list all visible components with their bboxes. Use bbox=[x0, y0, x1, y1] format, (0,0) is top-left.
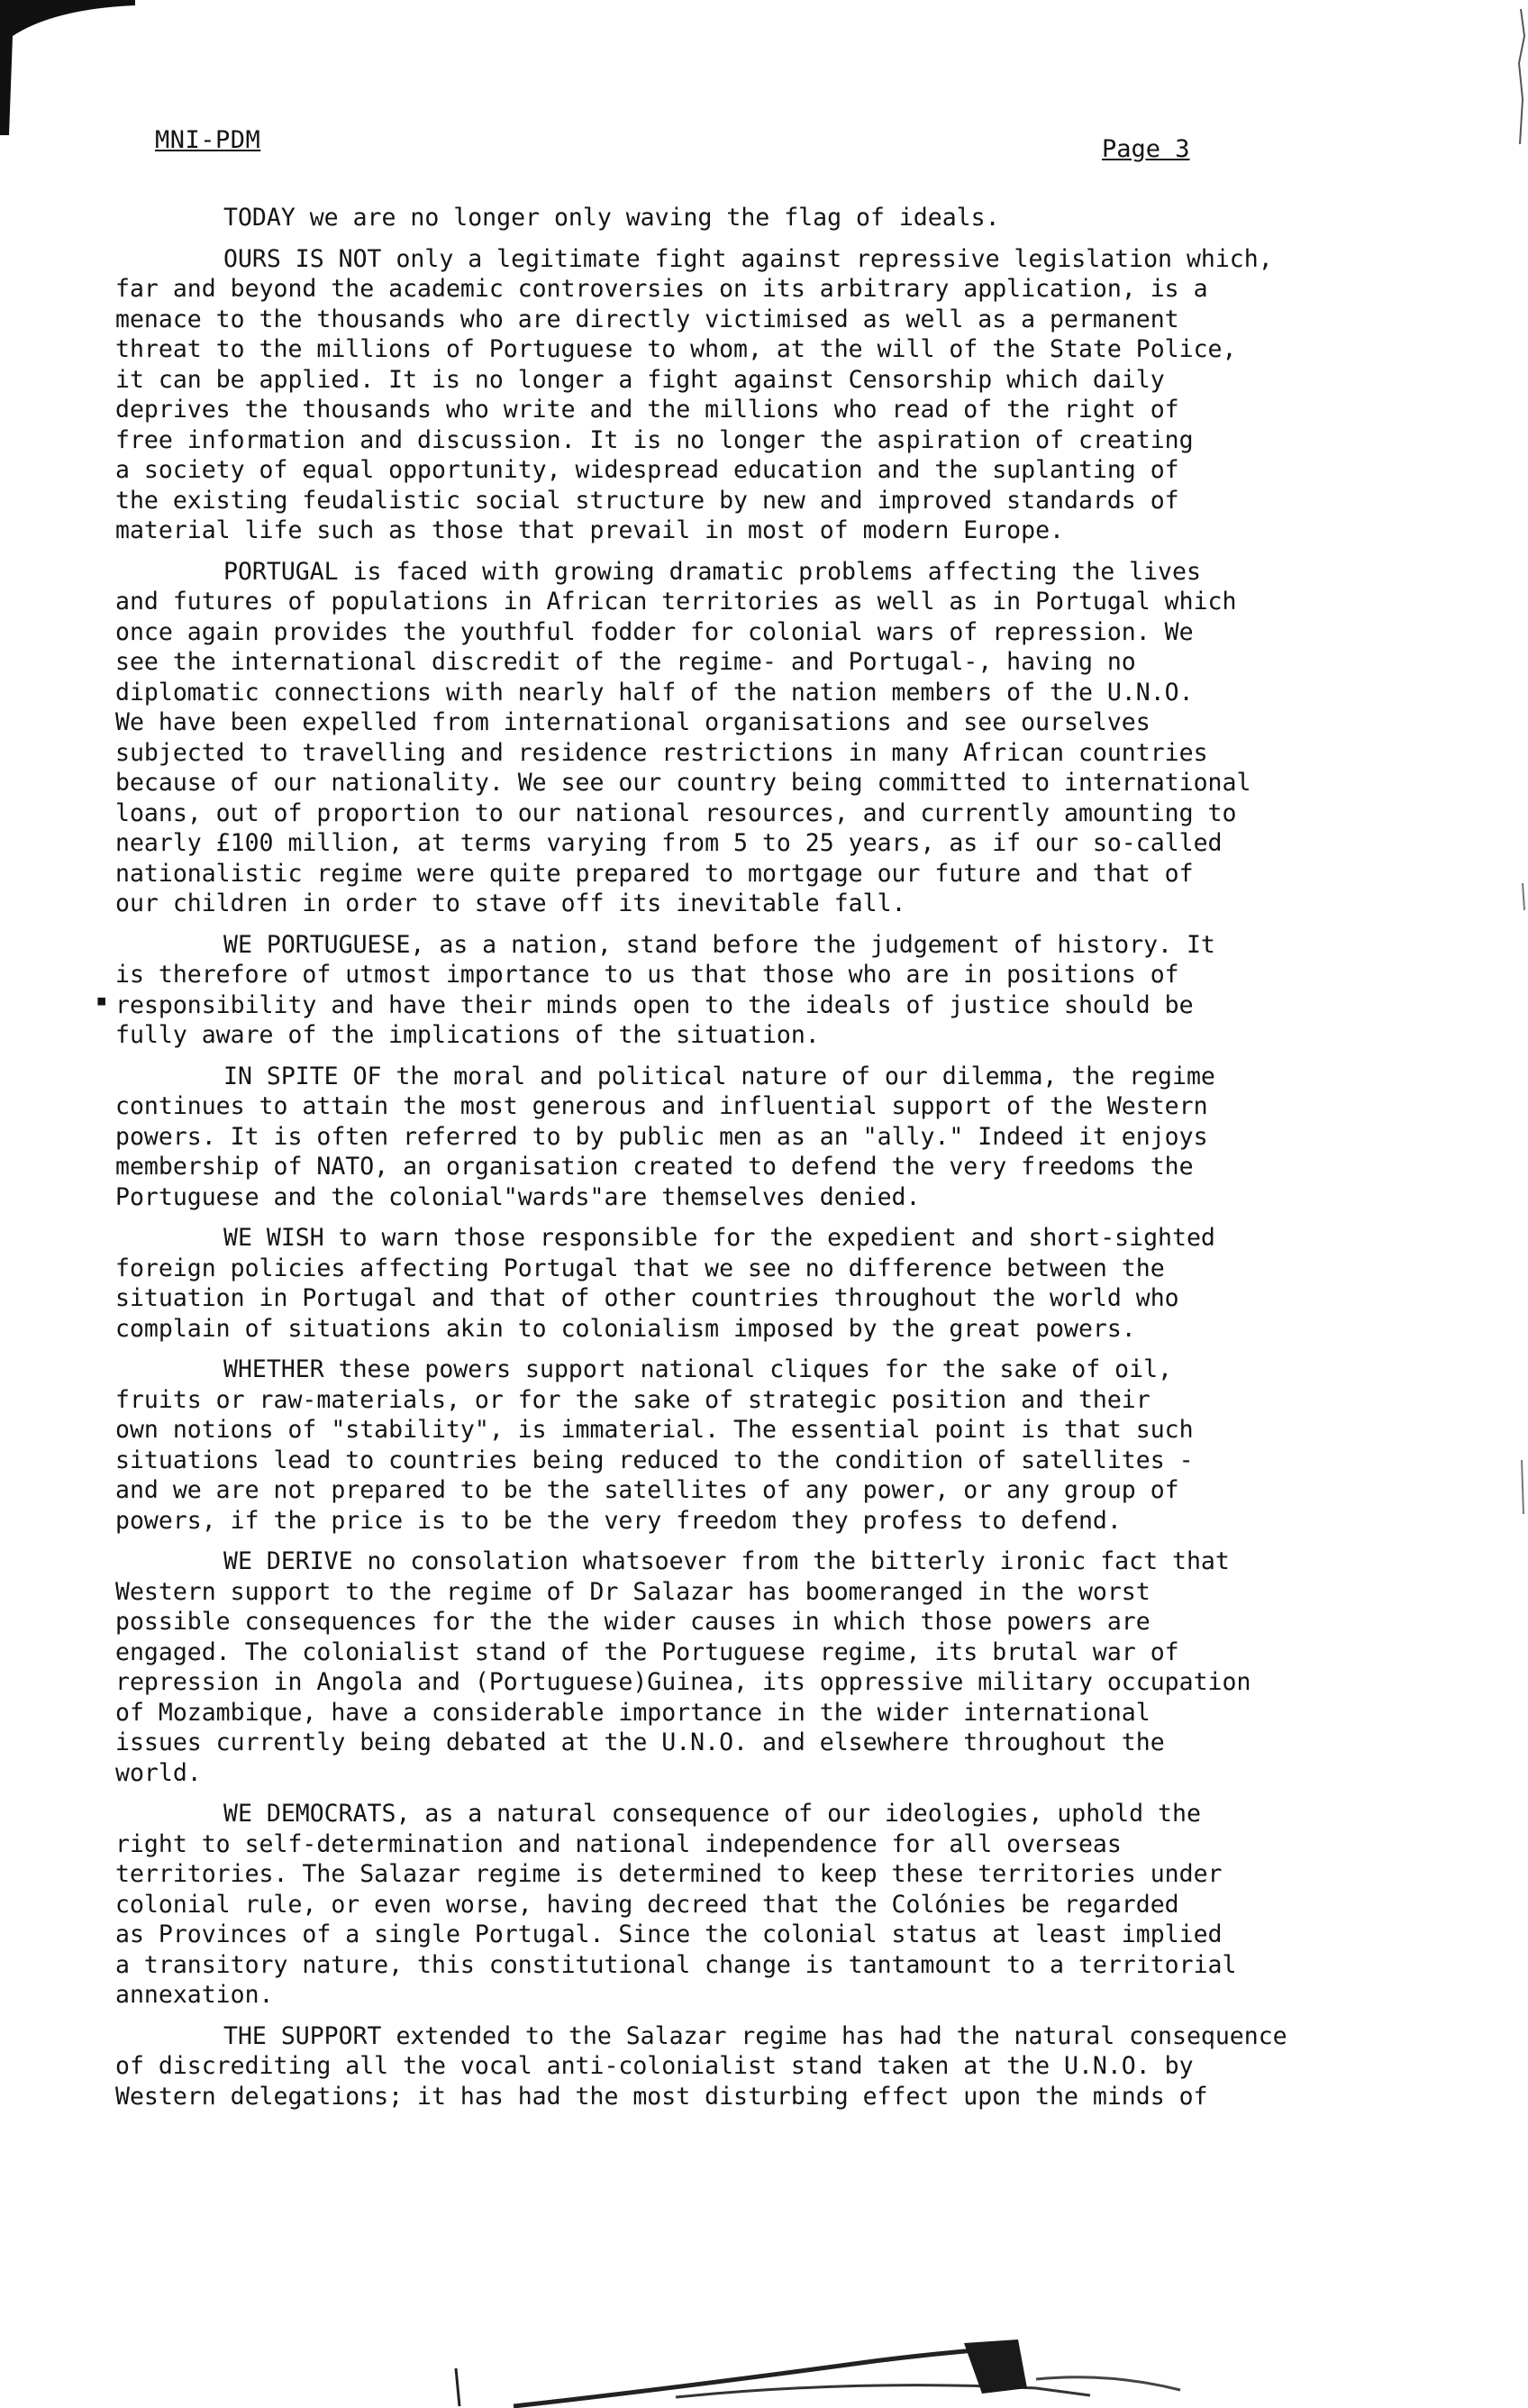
paragraph-line: OURS IS NOT only a legitimate fight against repressive legislation which, bbox=[223, 244, 1273, 273]
paragraph-line: WE DEMOCRATS, as a natural consequence of our ideologies, uphold the bbox=[223, 1800, 1201, 1828]
paragraph-line: material life such as those that prevail in most of modern Europe. bbox=[115, 516, 1064, 544]
paragraph-line: deprives the thousands who write and the millions who read of the right of bbox=[115, 396, 1179, 424]
paragraph-line: fully aware of the implications of the situation. bbox=[115, 1021, 820, 1049]
paragraph-line: WE WISH to warn those responsible for the expedient and short-sighted bbox=[223, 1224, 1215, 1252]
document-reference: MNI-PDM bbox=[155, 126, 261, 154]
paragraph-line: world. bbox=[115, 1758, 202, 1787]
paragraph-line: a transitory nature, this constitutional change is tantamount to a territorial bbox=[115, 1950, 1237, 1979]
paragraph-line: see the international discredit of the regime- and Portugal-, having no bbox=[115, 648, 1136, 676]
paragraph-line: situations lead to countries being reduced to the condition of satellites - bbox=[115, 1446, 1194, 1474]
page-number: Page 3 bbox=[1102, 135, 1190, 163]
paragraph bbox=[115, 1546, 1440, 1788]
paragraph-line: TODAY we are no longer only waving the flag of ideals. bbox=[223, 204, 1000, 232]
paragraph-line: subjected to travelling and residence restrictions in many African countries bbox=[115, 738, 1208, 767]
paragraph-line: membership of NATO, an organisation created to defend the very freedoms the bbox=[115, 1153, 1194, 1181]
paragraph-line: right to self-determination and national independence for all overseas bbox=[115, 1829, 1122, 1858]
paragraph-line: far and beyond the academic controversies on its arbitrary application, is a bbox=[115, 275, 1208, 303]
paragraph-line: THE SUPPORT extended to the Salazar regime has had the natural consequence bbox=[223, 2021, 1287, 2050]
paragraph-line: WE PORTUGUESE, as a nation, stand before the judgement of history. It bbox=[223, 930, 1215, 959]
paragraph-line: issues currently being debated at the U.N.O. and elsewhere throughout the bbox=[115, 1728, 1165, 1756]
paragraph-line: free information and discussion. It is no longer the aspiration of creating bbox=[115, 425, 1194, 454]
paragraph-line: of Mozambique, have a considerable importance in the wider international bbox=[115, 1698, 1151, 1727]
paragraph-line: territories. The Salazar regime is determined to keep these territories under bbox=[115, 1860, 1223, 1888]
paragraph-line: IN SPITE OF the moral and political nature of our dilemma, the regime bbox=[223, 1062, 1215, 1090]
paragraph-line: threat to the millions of Portuguese to whom, at the will of the State Police, bbox=[115, 335, 1237, 363]
paragraph-line: fruits or raw-materials, or for the sake of strategic position and their bbox=[115, 1385, 1151, 1414]
paragraph bbox=[115, 203, 1440, 233]
paragraph-line: it can be applied. It is no longer a fight against Censorship which daily bbox=[115, 365, 1165, 394]
paragraph-line: colonial rule, or even worse, having decreed that the Colónies be regarded bbox=[115, 1890, 1179, 1919]
paragraph bbox=[115, 1354, 1440, 1536]
paragraph-line: powers. It is often referred to by public men as an "ally." Indeed it enjoys bbox=[115, 1122, 1208, 1151]
paragraph-line: own notions of "stability", is immaterial. The essential point is that such bbox=[115, 1416, 1194, 1444]
paragraph-line: engaged. The colonialist stand of the Portuguese regime, its brutal war of bbox=[115, 1637, 1179, 1666]
paragraph-line: a society of equal opportunity, widespread education and the suplanting of bbox=[115, 456, 1179, 484]
paragraph-line: continues to attain the most generous and influential support of the Western bbox=[115, 1092, 1208, 1120]
paragraph-line: our children in order to stave off its inevitable fall. bbox=[115, 889, 906, 917]
paragraph bbox=[115, 1799, 1440, 2011]
paragraph bbox=[115, 244, 1440, 546]
scan-edge-mark bbox=[1508, 0, 1528, 2408]
paragraph bbox=[115, 557, 1440, 919]
paragraph-line: of discrediting all the vocal anti-colonialist stand taken at the U.N.O. by bbox=[115, 2052, 1194, 2080]
paragraph-line: We have been expelled from international organisations and see ourselves bbox=[115, 708, 1151, 736]
paragraph bbox=[115, 1062, 1440, 1213]
paragraph-line: loans, out of proportion to our national resources, and currently amounting to bbox=[115, 798, 1237, 827]
paragraph-line: diplomatic connections with nearly half of the nation members of the U.N.O. bbox=[115, 678, 1194, 707]
paragraph-line: possible consequences for the the wider causes in which those powers are bbox=[115, 1608, 1151, 1636]
paragraph-line: the existing feudalistic social structure by new and improved standards of bbox=[115, 486, 1179, 515]
paragraph-line: complain of situations akin to colonialism imposed by the great powers. bbox=[115, 1314, 1136, 1343]
paragraph-line: WHETHER these powers support national cliques for the sake of oil, bbox=[223, 1355, 1172, 1383]
paragraph-line: responsibility and have their minds open to the ideals of justice should be bbox=[115, 990, 1194, 1019]
paragraph-line: and futures of populations in African territories as well as in Portugal which bbox=[115, 588, 1237, 616]
paragraph-line: Portuguese and the colonial"wards"are themselves denied. bbox=[115, 1182, 921, 1211]
paragraph-line: because of our nationality. We see our country being committed to international bbox=[115, 769, 1251, 797]
paragraph-line: as Provinces of a single Portugal. Since the colonial status at least implied bbox=[115, 1920, 1223, 1948]
margin-dot-icon: ▪ bbox=[96, 990, 108, 1012]
paragraph-line: Western support to the regime of Dr Salazar has boomeranged in the worst bbox=[115, 1577, 1151, 1606]
paragraph-line: menace to the thousands who are directly victimised as well as a permanent bbox=[115, 305, 1179, 333]
paragraph-line: situation in Portugal and that of other countries throughout the world who bbox=[115, 1284, 1179, 1312]
paragraph-line: foreign policies affecting Portugal that we see no difference between the bbox=[115, 1254, 1165, 1282]
paragraph-line: WE DERIVE no consolation whatsoever from the bitterly ironic fact that bbox=[223, 1547, 1230, 1575]
paragraph-line: is therefore of utmost importance to us that those who are in positions of bbox=[115, 961, 1179, 989]
paragraph-line: repression in Angola and (Portuguese)Guinea, its oppressive military occupation bbox=[115, 1668, 1251, 1696]
footer-scrawl-mark bbox=[405, 2289, 1216, 2408]
paragraph-line: annexation. bbox=[115, 1981, 274, 2009]
paragraph-line: Western delegations; it has had the most disturbing effect upon the minds of bbox=[115, 2082, 1208, 2111]
scan-corner-mark bbox=[0, 0, 135, 135]
paragraph bbox=[115, 2021, 1440, 2112]
paragraph-line: nationalistic regime were quite prepared to mortgage our future and that of bbox=[115, 859, 1194, 888]
paragraph-line: once again provides the youthful fodder for colonial wars of repression. We bbox=[115, 617, 1194, 646]
paragraph-line: powers, if the price is to be the very freedom they profess to defend. bbox=[115, 1506, 1122, 1535]
paragraph-line: and we are not prepared to be the satellites of any power, or any group of bbox=[115, 1476, 1179, 1504]
document-body bbox=[115, 203, 1440, 2122]
paragraph bbox=[115, 1223, 1440, 1344]
paragraph bbox=[115, 930, 1440, 1051]
paragraph-line: PORTUGAL is faced with growing dramatic problems affecting the lives bbox=[223, 557, 1201, 586]
paragraph-line: nearly £100 million, at terms varying from 5 to 25 years, as if our so-called bbox=[115, 829, 1223, 857]
